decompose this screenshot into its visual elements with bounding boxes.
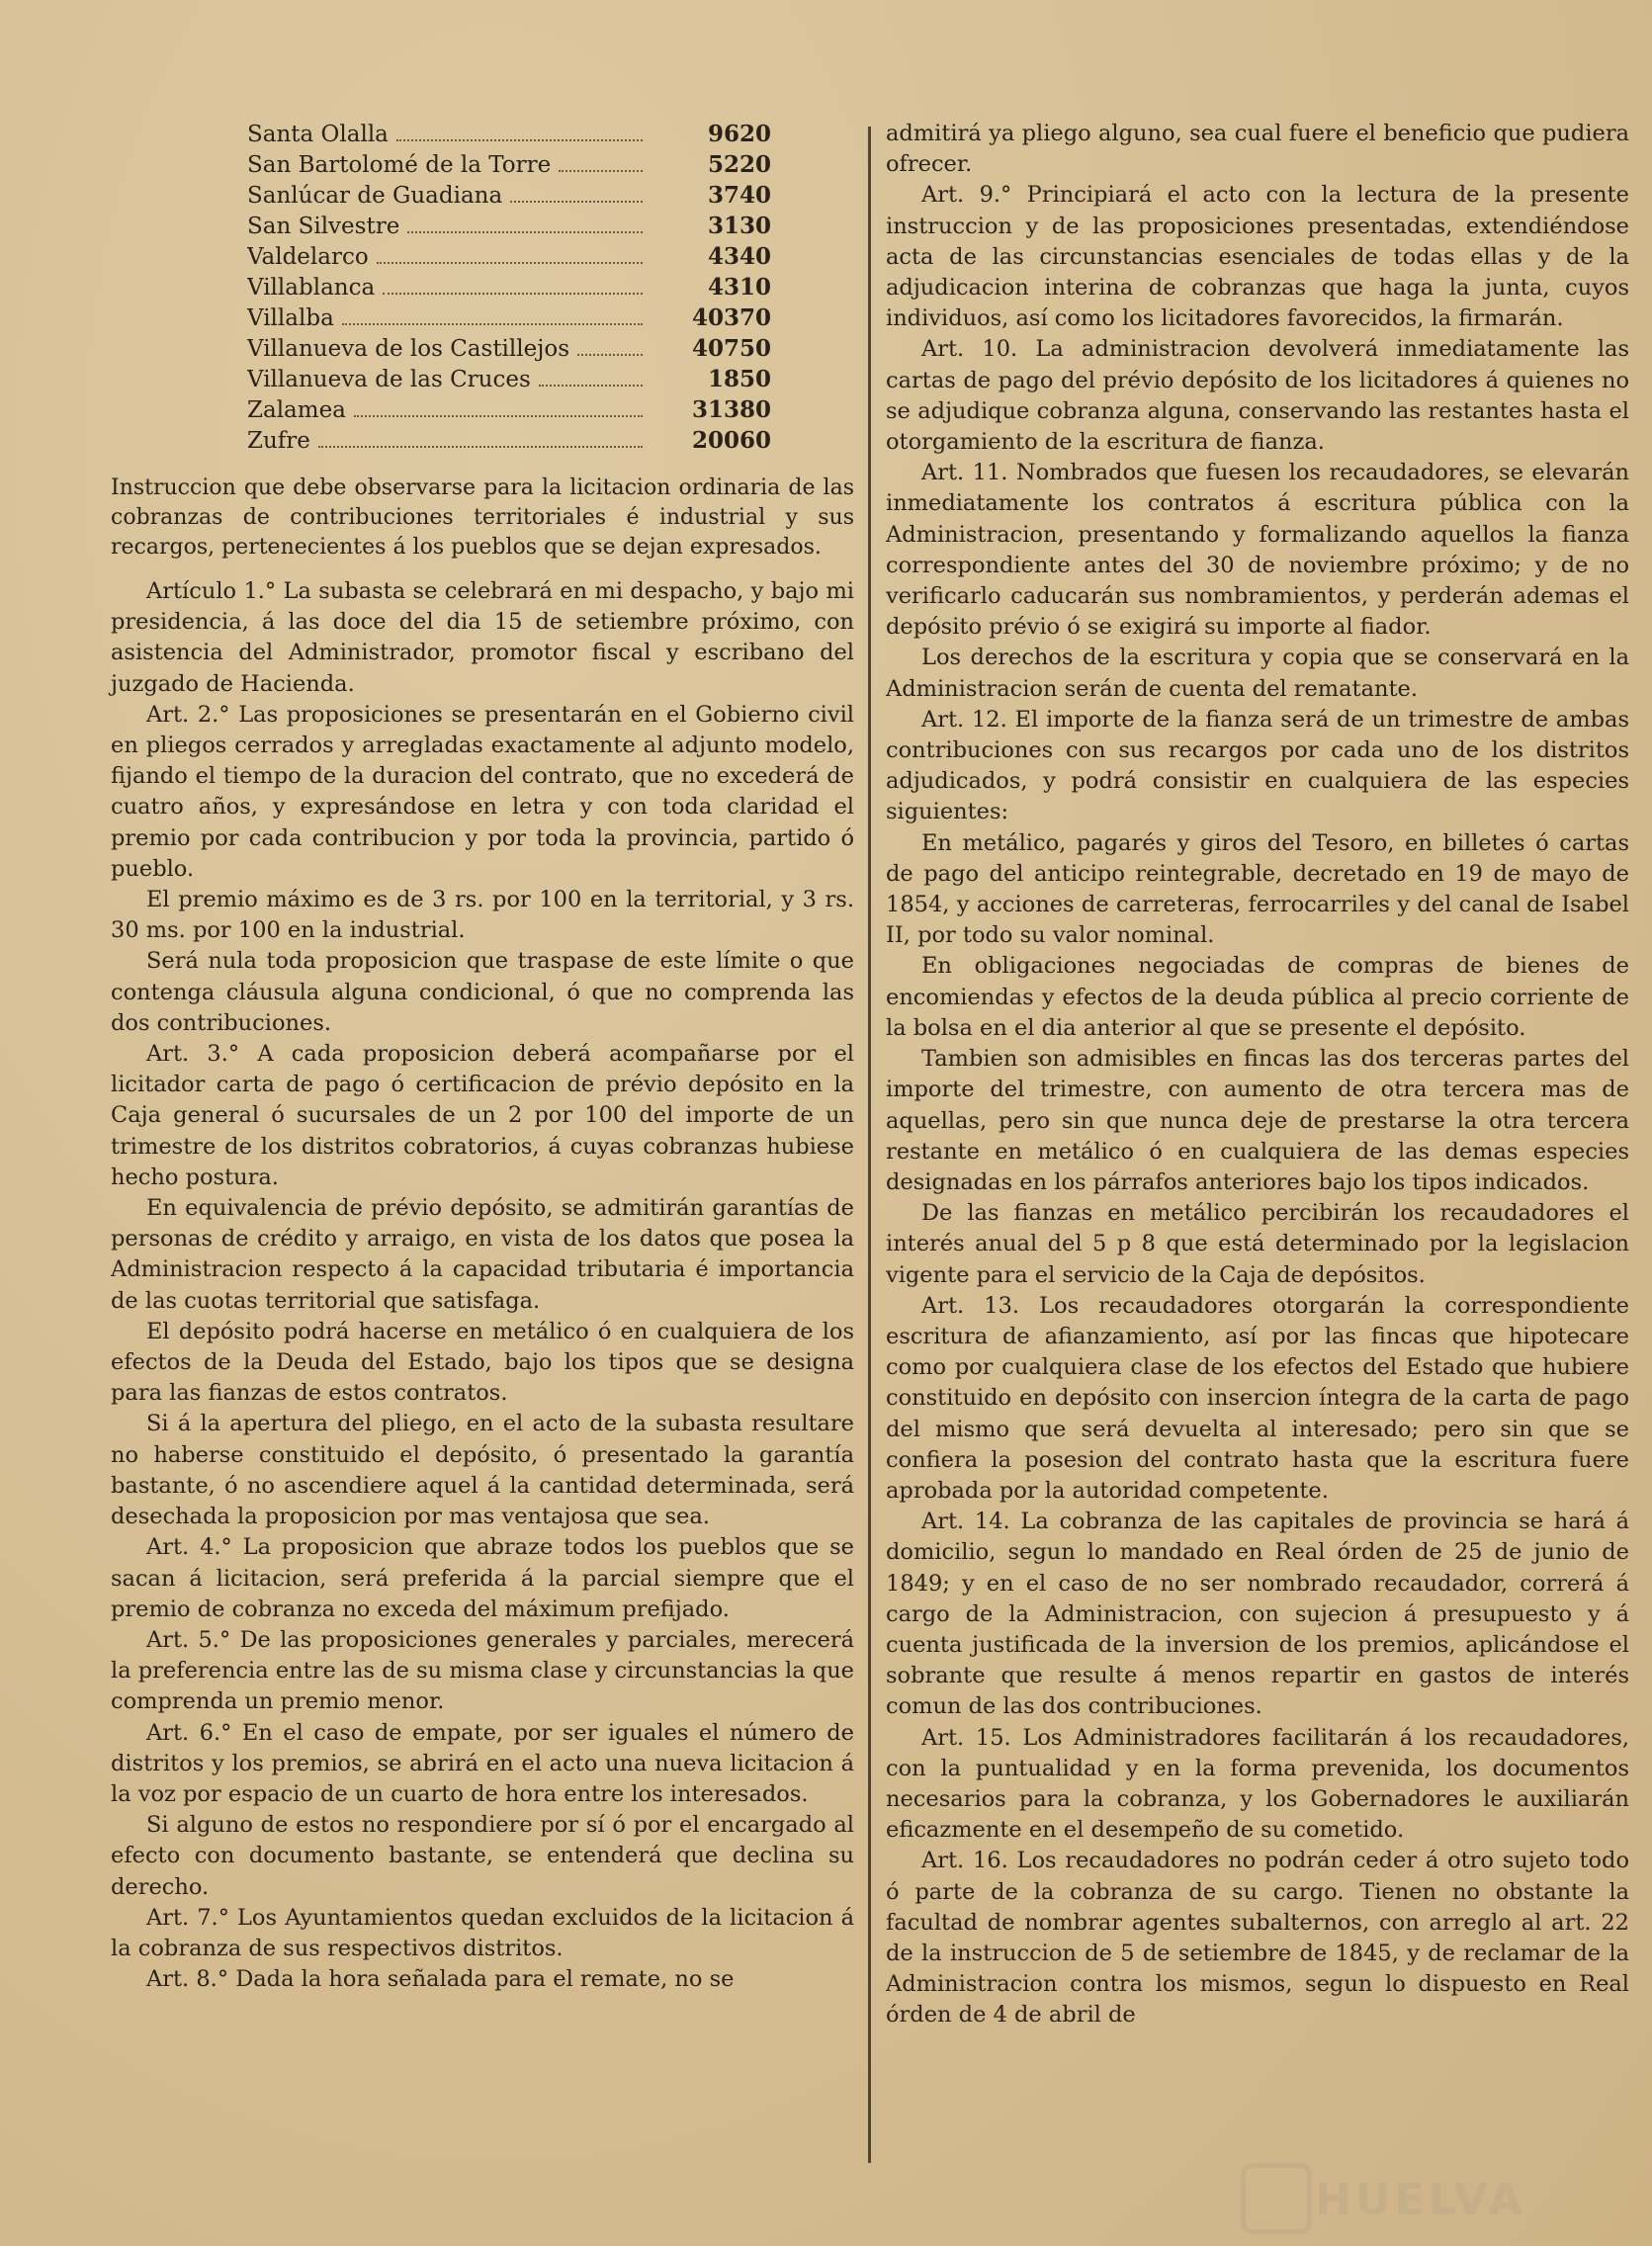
town-value: 1850	[707, 366, 771, 392]
town-row	[247, 241, 840, 272]
town-name: Villablanca	[247, 275, 376, 301]
leader-dots	[383, 293, 643, 295]
town-row	[247, 149, 840, 180]
article-paragraph: Art. 15. Los Administradores facilitarán á los recaudadores, con la puntualidad y en la forma prevenida, los documentos necesarios para la cobranza, y los Gobernadores le auxiliarán eficazmente en el desempeño de su cometido.	[886, 1724, 1629, 1844]
town-name: Villalba	[247, 305, 334, 331]
town-value: 9620	[707, 121, 771, 147]
article-paragraph: Si alguno de estos no respondiere por sí ó por el encargado al efecto con documento bastante, se entenderá que declina su derecho.	[111, 1812, 854, 1900]
left-column	[111, 119, 854, 1995]
town-value: 40750	[691, 335, 771, 362]
town-name: San Silvestre	[247, 214, 400, 239]
article-paragraph: Tambien son admisibles en fincas las dos terceras partes del importe del trimestre, con aumento de otra tercera mas de aquellas, pero sin que nunca deje de prestarse la otra tercera restante en metálico ó en cualquiera de las demas especies designadas en los párrafos anteriores bajo los tipos indicados.	[886, 1046, 1629, 1195]
town-name: Villanueva de las Cruces	[247, 367, 531, 392]
town-value: 4340	[707, 243, 771, 270]
town-name: Santa Olalla	[247, 122, 389, 147]
article-paragraph: Art. 4.° La proposicion que abraze todos los pueblos que se sacan á licitacion, será preferida á la parcial siempre que el premio de cobranza no exceda del máximum prefijado.	[111, 1534, 854, 1622]
town-value: 31380	[691, 396, 771, 423]
leader-dots	[407, 231, 643, 233]
article-paragraph: El depósito podrá hacerse en metálico ó en cualquiera de los efectos de la Deuda del Estado, bajo los tipos que se designa para las fianzas de estos contratos.	[111, 1318, 854, 1407]
town-row	[247, 272, 840, 302]
article-paragraph: El premio máximo es de 3 rs. por 100 en la territorial, y 3 rs. 30 ms. por 100 en la industrial.	[111, 887, 854, 944]
town-value: 4310	[707, 274, 771, 301]
article-paragraph: Art. 8.° Dada la hora señalada para el remate, no se	[146, 1966, 735, 1993]
town-row	[247, 211, 840, 241]
article-paragraph: Artículo 1.° La subasta se celebrará en mi despacho, y bajo mi presidencia, á las doce del dia 15 de setiembre próximo, con asistencia del Administrador, promotor fiscal y escribano del juzgado de Hacienda.	[111, 578, 854, 697]
article-paragraph: Art. 6.° En el caso de empate, por ser iguales el número de distritos y los premios, se abrirá en el acto una nueva licitacion á la voz por espacio de un cuarto de hora entre los interesados.	[111, 1719, 854, 1807]
article-paragraph: De las fianzas en metálico percibirán los recaudadores el interés anual del 5 p 8 que está determinado por la legislacion vigente para el servicio de la Caja de depósitos.	[886, 1200, 1629, 1288]
town-name: Villanueva de los Castillejos	[247, 336, 570, 362]
town-row	[247, 180, 840, 211]
town-value: 3740	[707, 182, 771, 209]
article-paragraph: Art. 12. El importe de la fianza será de un trimestre de ambas contribuciones con sus recargos por cada uno de los distritos adjudicados, y podrá consistir en cualquiera de las especies siguientes:	[886, 706, 1629, 825]
town-value: 5220	[707, 151, 771, 178]
leader-dots	[559, 170, 643, 172]
article-paragraph: Art. 13. Los recaudadores otorgarán la correspondiente escritura de afianzamiento, así por las fincas que hipotecare como por cualquiera clase de los efectos del Estado que hubiere constituido en depósito con insercion íntegra de la carta de pago del mismo que será devuelta al interesado; pero sin que se confiera la posesion del contrato hasta que la escritura fuere aprobada por la autoridad competente.	[886, 1292, 1629, 1504]
town-name: Zalamea	[247, 397, 346, 423]
town-name: Sanlúcar de Guadiana	[247, 183, 503, 209]
leader-dots	[318, 446, 643, 448]
town-list	[247, 119, 840, 456]
spacer	[111, 562, 854, 576]
article-paragraph: Art. 10. La administracion devolverá inmediatamente las cartas de pago del prévio depósito de los licitadores á quienes no se adjudique cobranza alguna, conservando las restantes hasta el otorgamiento de la escritura de fianza.	[886, 336, 1629, 456]
article-paragraph: En obligaciones negociadas de compras de bienes de encomiendas y efectos de la deuda pública al precio corriente de la bolsa en el dia anterior al que se presente el depósito.	[886, 953, 1629, 1041]
article-paragraph: Art. 16. Los recaudadores no podrán ceder á otro sujeto todo ó parte de la cobranza de su cargo. Tienen no obstante la facultad de nombrar agentes subalternos, con arreglo al art. 22 de la instruccion de 5 de setiembre de 1845, y de reclamar de la Administracion contra los mismos, segun lo dispuesto en Real órden de 4 de abril de	[886, 1848, 1629, 2029]
town-row	[247, 119, 840, 149]
article-paragraph: Art. 2.° Las proposiciones se presentarán en el Gobierno civil en pliegos cerrados y arregladas exactamente al adjunto modelo, fijando el tiempo de la duracion del contrato, que no excederá de cuatro años, y expresándose en letra y con toda claridad el premio por cada contribucion y por toda la provincia, partido ó pueblo.	[111, 701, 854, 882]
article-paragraph: Art. 5.° De las proposiciones generales y parciales, merecerá la preferencia entre las de su misma clase y circunstancias la que comprenda un premio menor.	[111, 1626, 854, 1715]
right-column	[886, 119, 1629, 2031]
town-name: Valdelarco	[247, 244, 369, 270]
article-paragraph: Los derechos de la escritura y copia que se conservará en la Administracion serán de cuenta del rematante.	[886, 645, 1629, 702]
leader-dots	[354, 415, 643, 417]
archive-seal-icon	[1241, 2163, 1312, 2234]
article-paragraph: Art. 9.° Principiará el acto con la lectura de la presente instruccion y de las proposiciones presentadas, extendiéndose acta de las circunstancias esenciales de todas ellas y de la adjudicacion interina de cobranzas que haga la junta, cuyos individuos, así como los licitadores favorecidos, la firmarán.	[886, 182, 1629, 332]
town-name: San Bartolomé de la Torre	[247, 152, 552, 178]
archive-watermark: HUELVA	[1315, 2175, 1526, 2225]
article-paragraph: Art. 7.° Los Ayuntamientos quedan excluidos de la licitacion á la cobranza de sus respectivos distritos.	[111, 1904, 854, 1961]
leader-dots	[396, 139, 643, 141]
leader-dots	[539, 385, 643, 387]
column-divider	[868, 127, 871, 2163]
leader-dots	[510, 201, 643, 203]
article-paragraph: Art. 3.° A cada proposicion deberá acompañarse por el licitador carta de pago ó certificacion de prévio depósito en la Caja general ó sucursales de un 2 por 100 del importe de un trimestre de los distritos cobratorios, á cuyas cobranzas hubiese hecho postura.	[111, 1041, 854, 1190]
town-value: 40370	[691, 304, 771, 331]
town-name: Zufre	[247, 428, 310, 454]
town-row	[247, 364, 840, 394]
town-row	[247, 302, 840, 333]
leader-dots	[377, 262, 643, 264]
article-paragraph: admitirá ya pliego alguno, sea cual fuere el beneficio que pudiera ofrecer.	[886, 121, 1629, 178]
leader-dots	[342, 323, 643, 325]
town-row	[247, 333, 840, 364]
town-row	[247, 394, 840, 425]
town-value: 20060	[691, 427, 771, 454]
article-paragraph: Si á la apertura del pliego, en el acto de la subasta resultare no haberse constituido el depósito, ó presentado la garantía bastante, ó no ascendiere aquel á la cantidad determinada, será desechada la proposicion por mas ventajosa que sea.	[111, 1411, 854, 1530]
leader-dots	[577, 354, 643, 356]
town-row	[247, 425, 840, 456]
article-paragraph: En metálico, pagarés y giros del Tesoro, en billetes ó cartas de pago del anticipo reintegrable, decretado en 19 de mayo de 1854, y acciones de carreteras, ferrocarriles y del canal de Isabel II, por todo su valor nominal.	[886, 829, 1629, 949]
article-paragraph: Art. 11. Nombrados que fuesen los recaudadores, se elevarán inmediatamente los contratos á escritura pública con la Administracion, presentando y formalizando aquellos la fianza correspondiente antes del 30 de noviembre próximo; y de no verificarlo caducarán sus nombramientos, y perderán ademas el depósito prévio ó se exigirá su importe al fiador.	[886, 460, 1629, 641]
article-paragraph: Será nula toda proposicion que traspase de este límite o que contenga cláusula alguna condicional, ó que no comprenda las dos contribuciones.	[111, 948, 854, 1036]
article-paragraph: En equivalencia de prévio depósito, se admitirán garantías de personas de crédito y arraigo, en vista de los datos que posea la Administracion respecto á la capacidad tributaria é importancia de las cuotas territorial que satisfaga.	[111, 1195, 854, 1314]
article-paragraph: Art. 14. La cobranza de las capitales de provincia se hará á domicilio, segun lo mandado en Real órden de 25 de junio de 1849; y en el caso de no ser nombrado recaudador, correrá á cargo de la Administracion, con sujecion á presupuesto y á cuenta justificada de la inversion de los premios, aplicándose el sobrante que resulte á menos repartir en gastos de interés comun de las dos contribuciones.	[886, 1509, 1629, 1720]
town-value: 3130	[707, 213, 771, 239]
instruction-title: Instruccion que debe observarse para la licitacion ordinaria de las cobranzas de contribuciones territoriales é industrial y sus recargos, pertenecientes á los pueblos que se dejan expresados.	[111, 475, 854, 560]
